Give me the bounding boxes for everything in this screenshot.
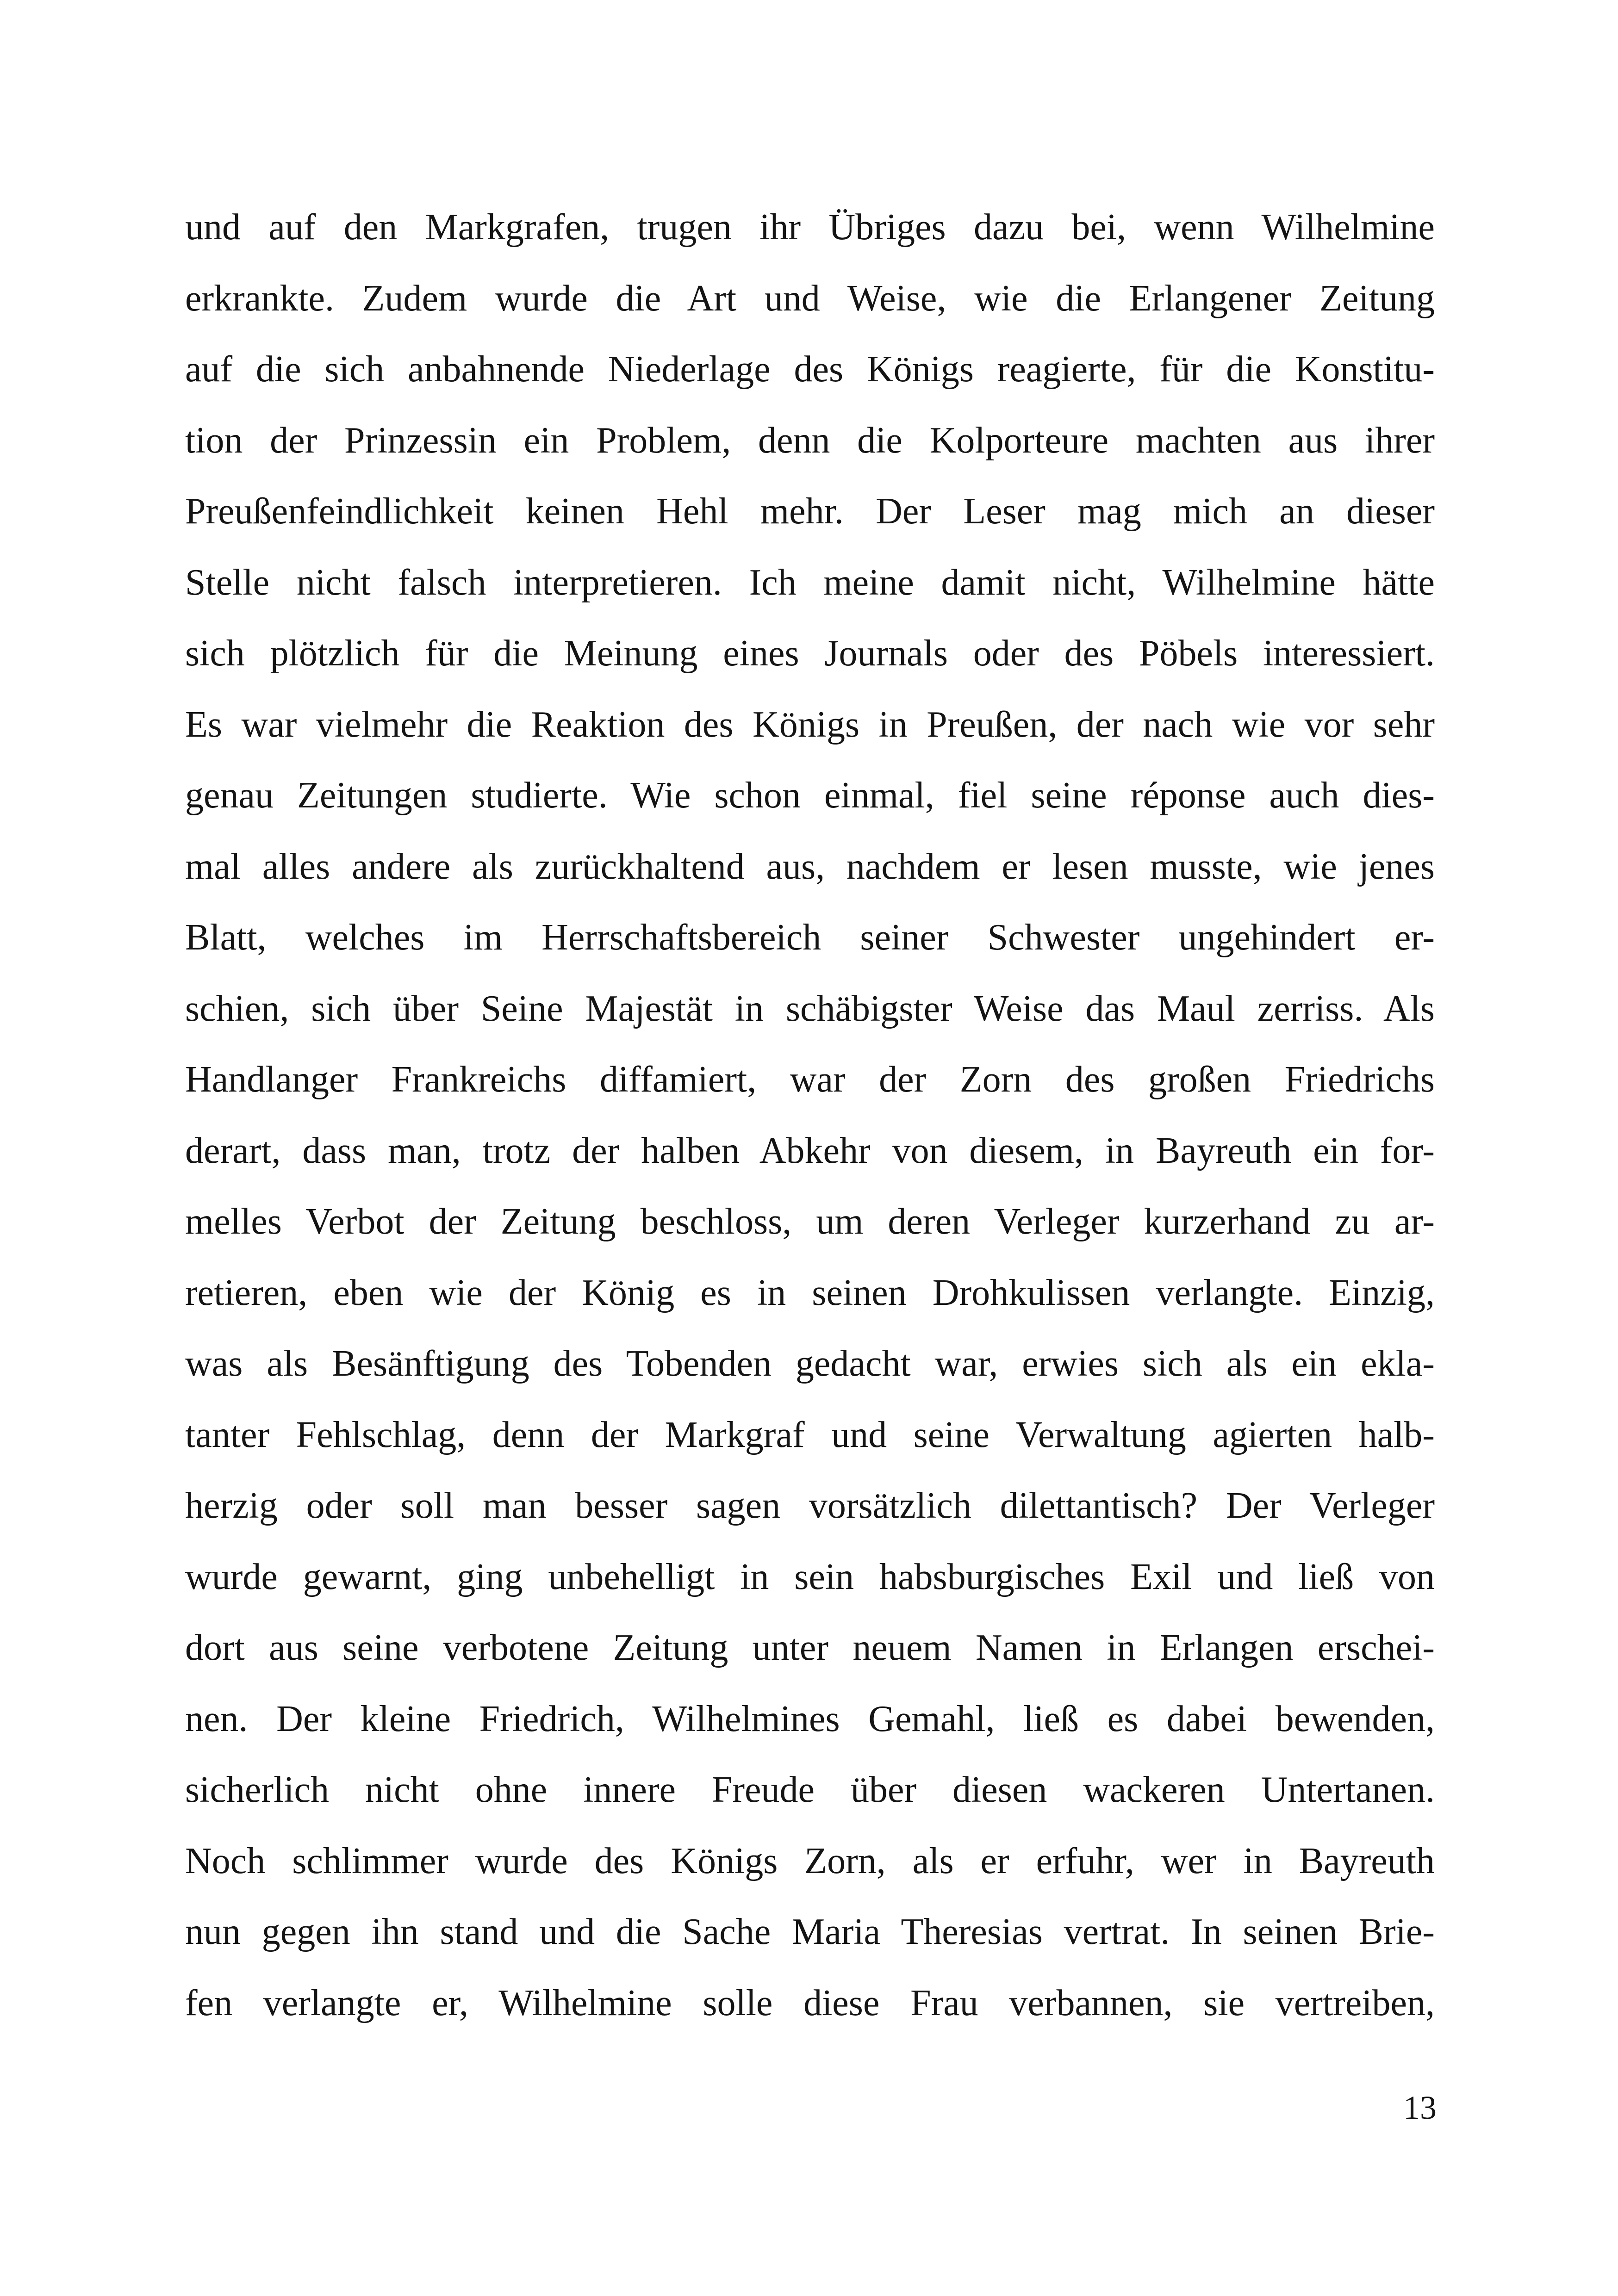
- page-number: 13: [1403, 2089, 1437, 2126]
- text-line-13: Handlanger Frankreichs diffamiert, war der Zorn des großen Friedrichs: [185, 1059, 1435, 1100]
- text-line-23: sicherlich nicht ohne innere Freude über diesen wackeren Untertanen.: [185, 1769, 1435, 1810]
- text-line-8: Es war vielmehr die Reaktion des Königs in Preußen, der nach wie vor sehr: [185, 704, 1435, 745]
- text-line-20: wurde gewarnt, ging unbehelligt in sein habsburgisches Exil und ließ von: [185, 1556, 1435, 1597]
- text-line-21: dort aus seine verbotene Zeitung unter neuem Namen in Erlangen erschei-: [185, 1627, 1435, 1668]
- text-line-7: sich plötzlich für die Meinung eines Journals oder des Pöbels interessiert.: [185, 633, 1435, 674]
- text-line-10: mal alles andere als zurückhaltend aus, nachdem er lesen musste, wie jenes: [185, 846, 1435, 887]
- text-line-15: melles Verbot der Zeitung beschloss, um deren Verleger kurzerhand zu ar-: [185, 1201, 1435, 1242]
- text-line-22: nen. Der kleine Friedrich, Wilhelmines Gemahl, ließ es dabei bewenden,: [185, 1698, 1435, 1739]
- body-text: [185, 192, 1435, 2039]
- text-line-2: erkrankte. Zudem wurde die Art und Weise, wie die Erlangener Zeitung: [185, 278, 1435, 319]
- text-line-16: retieren, eben wie der König es in seinen Drohkulissen verlangte. Einzig,: [185, 1272, 1435, 1313]
- text-line-19: herzig oder soll man besser sagen vorsätzlich dilettantisch? Der Verleger: [185, 1485, 1435, 1526]
- text-line-17: was als Besänftigung des Tobenden gedacht war, erwies sich als ein ekla-: [185, 1343, 1435, 1384]
- text-line-1: und auf den Markgrafen, trugen ihr Übriges dazu bei, wenn Wilhelmine: [185, 207, 1435, 248]
- text-line-11: Blatt, welches im Herrschaftsbereich seiner Schwester ungehindert er-: [185, 917, 1435, 958]
- text-line-12: schien, sich über Seine Majestät in schäbigster Weise das Maul zerriss. Als: [185, 988, 1435, 1029]
- text-line-9: genau Zeitungen studierte. Wie schon einmal, fiel seine réponse auch dies-: [185, 775, 1435, 816]
- text-line-5: Preußenfeindlichkeit keinen Hehl mehr. Der Leser mag mich an dieser: [185, 491, 1435, 532]
- text-line-14: derart, dass man, trotz der halben Abkehr von diesem, in Bayreuth ein for-: [185, 1130, 1435, 1171]
- text-line-26: fen verlangte er, Wilhelmine solle diese Frau verbannen, sie vertreiben,: [185, 1982, 1435, 2023]
- text-line-24: Noch schlimmer wurde des Königs Zorn, als er erfuhr, wer in Bayreuth: [185, 1840, 1435, 1881]
- text-line-4: tion der Prinzessin ein Problem, denn die Kolporteure machten aus ihrer: [185, 420, 1435, 461]
- text-line-6: Stelle nicht falsch interpretieren. Ich meine damit nicht, Wilhelmine hätte: [185, 562, 1435, 603]
- text-line-18: tanter Fehlschlag, denn der Markgraf und seine Verwaltung agierten halb-: [185, 1414, 1435, 1455]
- text-line-3: auf die sich anbahnende Niederlage des Königs reagierte, für die Konstitu-: [185, 349, 1435, 390]
- text-line-25: nun gegen ihn stand und die Sache Maria Theresias vertrat. In seinen Brie-: [185, 1911, 1435, 1952]
